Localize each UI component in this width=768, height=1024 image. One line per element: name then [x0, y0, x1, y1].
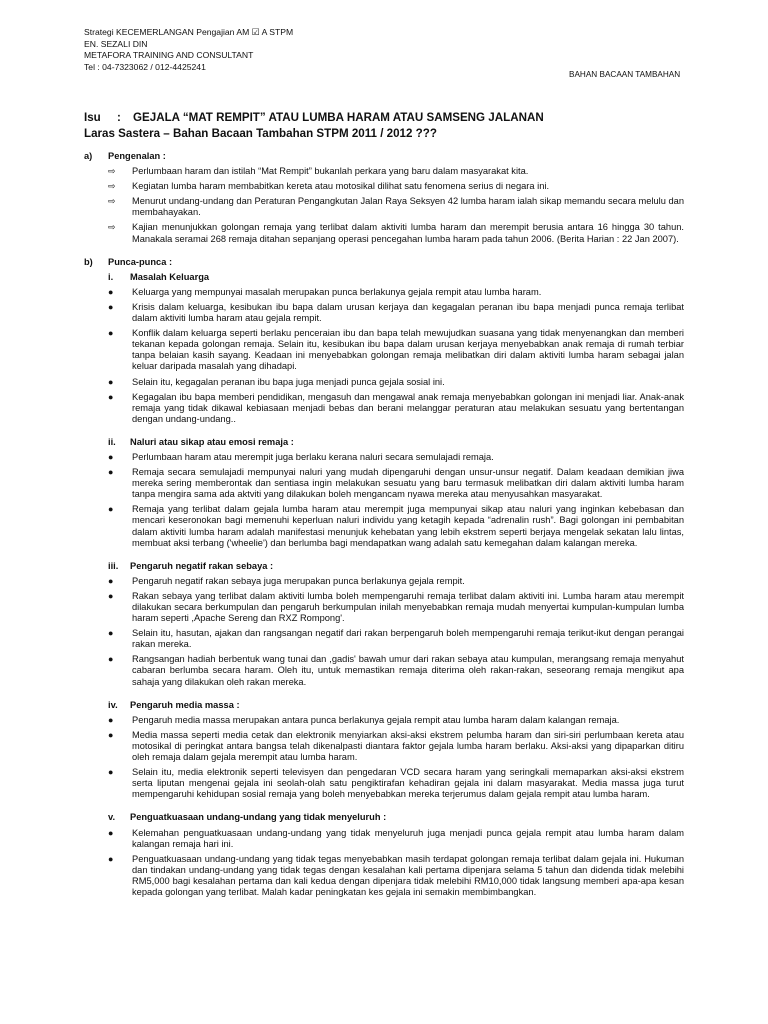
list-item-text: Krisis dalam keluarga, kesibukan ibu bapa dalam urusan kerjaya dan kegagalan peranan ibu bapa menjadi punca remaja terlibat dalam aktiviti lumba haram atau gejala rempit.: [132, 301, 684, 324]
section-title: Pengenalan :: [108, 151, 166, 161]
bullet-icon: ●: [108, 714, 114, 725]
list-item-text: Kegiatan lumba haram membabitkan kereta atau motosikal dilihat satu fenomena serius di negara ini.: [132, 181, 550, 192]
topic-label: Isu: [84, 111, 101, 124]
list-item: [84, 628, 684, 650]
section-a-list: [84, 166, 684, 245]
subsection-marker: iv.: [108, 699, 118, 710]
list-item: [84, 166, 684, 177]
list-item: [84, 287, 684, 298]
subsection-marker: ii.: [108, 436, 116, 447]
section-heading: [84, 257, 684, 268]
list-item: [84, 181, 684, 192]
topic-line: [84, 110, 724, 126]
list-item-text: Rakan sebaya yang terlibat dalam aktiviti lumba boleh mempengaruhi remaja terlibat dalam aktiviti ini. Lumba haram atau merempit dilakukan secara berkumpulan dan pengaruh berkumpulan inilah menyebabkan remaja mudah menyertai kumpulan-kumpulan lumba haram seperti ,Apache Sereng dan RXZ Rompong'.: [132, 590, 684, 624]
list-item-text: Remaja secara semulajadi mempunyai naluri yang mudah dipengaruhi dengan unsur-unsur negatif. Dalam keadaan demikian jiwa mereka sering memberontak dan sentiasa ingin melakukan sesuatu yang baru termasuk melibatkan diri dalam aktiviti lumba haram tanpa mengira sama ada aktviti yang dilakukan boleh mengancam nyawa mereka atau menyusahkan masyarakat.: [132, 467, 684, 500]
list-item: [84, 302, 684, 324]
subsection-iv-list: [84, 715, 684, 801]
bullet-icon: ●: [108, 328, 114, 339]
list-item: [84, 452, 684, 463]
section-marker: a): [84, 151, 93, 161]
topic-heading: [84, 110, 724, 142]
list-item: [84, 730, 684, 763]
list-item: [84, 576, 684, 587]
list-item-text: Rangsangan hadiah berbentuk wang tunai dan ,gadis' bawah umur dari rakan sebaya atau kumpulan, merangsang remaja menyahut cabaran berlumba secara haram. Oleh itu, untuk memastikan remaja diterima oleh rakan-rakan, seseorang remaja mengikut apa sahaja yang dilakukan oleh rakan mereka.: [132, 654, 684, 687]
subsection-title: Pengaruh negatif rakan sebaya :: [130, 560, 274, 571]
list-item-text: Perlumbaan haram dan istilah “Mat Rempit” bukanlah perkara yang baru dalam masyarakat kita.: [132, 166, 529, 177]
bullet-icon: ●: [108, 827, 114, 838]
list-item: [84, 654, 684, 687]
bullet-icon: ●: [108, 391, 114, 402]
subsection-iii-list: [84, 576, 684, 688]
bullet-icon: ●: [108, 301, 114, 312]
subsection-heading: [108, 812, 684, 823]
list-item: [84, 504, 684, 548]
subsection-marker: v.: [108, 812, 116, 823]
list-item: [84, 467, 684, 500]
subsection-heading: [108, 272, 684, 283]
header-stpm-text: A STPM: [261, 27, 294, 37]
header-line-strategy: [84, 27, 293, 39]
list-item: [84, 392, 684, 425]
bullet-icon: ●: [108, 286, 114, 297]
subsection-title: Penguatkuasaan undang-undang yang tidak menyeluruh :: [130, 812, 387, 823]
header-phone: Tel : 04-7323062 / 012-4425241: [84, 61, 206, 72]
bullet-icon: ●: [108, 628, 114, 639]
list-item: [84, 222, 684, 244]
list-item: [84, 328, 684, 372]
bullet-icon: ●: [108, 590, 114, 601]
topic-subtitle: Laras Sastera – Bahan Bacaan Tambahan STPM 2011 / 2012 ???: [84, 127, 437, 140]
arrow-bullet-icon: ⇨: [108, 222, 116, 233]
list-item: [84, 767, 684, 800]
list-item-text: Selain itu, kegagalan peranan ibu bapa juga menjadi punca gejala sosial ini.: [132, 376, 445, 387]
document-body: [84, 151, 684, 902]
subsection-heading: [108, 561, 684, 572]
checkbox-icon: ☑: [251, 27, 260, 37]
bullet-icon: ●: [108, 376, 114, 387]
arrow-bullet-icon: ⇨: [108, 181, 116, 192]
list-item: [84, 377, 684, 388]
subsection-heading: [108, 437, 684, 448]
list-item-text: Perlumbaan haram atau merempit juga berlaku kerana naluri secara semulajadi remaja.: [132, 451, 494, 462]
list-item: [84, 828, 684, 850]
subsection-title: Masalah Keluarga: [130, 271, 210, 282]
section-heading: [84, 151, 684, 162]
bullet-icon: ●: [108, 504, 114, 515]
bullet-icon: ●: [108, 767, 114, 778]
list-item-text: Selain itu, hasutan, ajakan dan rangsangan negatif dari rakan berpengaruh boleh mempengaruhi remaja terikut-ikut dengan perangai rakan mereka.: [132, 628, 684, 650]
list-item-text: Media massa seperti media cetak dan elektronik menyiarkan aksi-aksi ekstrem pelumba haram dan siri-siri perlumbaan kereta atau motosikal di peringkat antara bangsa telah dikenalpasti diantara faktor gejala lumba haram berlaku. Aksi-aksi yang dipaparkan ditiru oleh remaja dalam gejala merempit atau lumba haram.: [132, 729, 684, 763]
list-item-text: Remaja yang terlibat dalam gejala lumba haram atau merempit juga mempunyai sikap atau naluri yang inginkan kebebasan dan mencari keseronokan bagi memenuhi keperluan naluri individu yang ketagih kepada “adrenalin rush”. Bagi golongan ini pembabitan dalam aktiviti lumba haram adalah manifestasi menunjuk kehebatan yang lebih ekstrem seperti berjaya mengelak sekatan lalu lintas, membuat aksi terbang ('wheelie') dan berlumba bagi mendapatkan wang adalah satu kemegahan dalam kalangan mereka.: [132, 504, 684, 548]
subsection-heading: [108, 700, 684, 711]
list-item-text: Pengaruh media massa merupakan antara punca berlakunya gejala rempit atau lumba haram dalam kalangan remaja.: [132, 714, 620, 725]
list-item-text: Penguatkuasaan undang-undang yang tidak tegas menyebabkan masih terdapat golongan remaja terlibat dalam gejala ini. Hukuman dan tindakan undang-undang yang tidak tegas dengan kesalahan kali pertama dipenjara selama 5 tahun dan didenda tidak melebihi RM5,000 bagi kesalahan pertama dan kali kedua dengan dipenjara tidak melebihi RM10,000 tidak langsung memberi apa-apa kesan kepada golongan yang terlibat. Malah kadar peningkatan kes gejala ini semakin membimbangkan.: [132, 853, 684, 897]
subsection-i-list: [84, 287, 684, 425]
author-header: [84, 27, 293, 73]
subsection-v-list: [84, 828, 684, 899]
list-item-text: Kelemahan penguatkuasaan undang-undang yang tidak menyeluruh juga menjadi punca gejala rempit atau lumba haram dalam kalangan remaja hari ini.: [132, 827, 684, 849]
header-company: METAFORA TRAINING AND CONSULTANT: [84, 50, 254, 61]
list-item: [84, 715, 684, 726]
list-item-text: Kajian menunjukkan golongan remaja yang terlibat dalam aktiviti lumba haram dan merempit berusia antara 16 hingga 30 tahun. Manakala seramai 268 remaja ditahan sepanjang operasi pencegahan lumba haram pada tahun 2006. (Berita Harian : 22 Jan 2007).: [132, 222, 684, 244]
subsection-title: Pengaruh media massa :: [130, 699, 240, 710]
header-strategy-text: Strategi KECEMERLANGAN Pengajian AM: [84, 27, 250, 37]
topic-title: GEJALA “MAT REMPIT” ATAU LUMBA HARAM ATAU SAMSENG JALANAN: [133, 111, 544, 124]
section-title: Punca-punca :: [108, 256, 173, 267]
header-right-label: BAHAN BACAAN TAMBAHAN: [569, 70, 681, 79]
topic-separator: :: [117, 111, 121, 124]
arrow-bullet-icon: ⇨: [108, 196, 116, 207]
bullet-icon: ●: [108, 467, 114, 478]
subsection-marker: i.: [108, 271, 114, 282]
list-item: [84, 854, 684, 898]
section-marker: b): [84, 256, 93, 267]
bullet-icon: ●: [108, 451, 114, 462]
list-item-text: Pengaruh negatif rakan sebaya juga merupakan punca berlakunya gejala rempit.: [132, 575, 465, 586]
subsection-title: Naluri atau sikap atau emosi remaja :: [130, 436, 294, 447]
header-author: EN. SEZALI DIN: [84, 38, 148, 49]
subsection-marker: iii.: [108, 560, 119, 571]
list-item: [84, 196, 684, 218]
bullet-icon: ●: [108, 654, 114, 665]
list-item-text: Konflik dalam keluarga seperti berlaku penceraian ibu dan bapa telah mewujudkan suasana yang tidak menyenangkan dan memberi tekanan kepada golongan remaja. Selain itu, kesibukan ibu bapa dalam urusan kerjaya menyebabkan anak remaja di rumah terbiar tanpa belaian kasih sayang. Keadaan ini menyebabkan golongan remaja melibatkan diri dalam aktiviti lumba haram sebagai jalan keluar daripada masalah yang dihadapi.: [132, 328, 684, 372]
list-item-text: Menurut undang-undang dan Peraturan Pengangkutan Jalan Raya Seksyen 42 lumba haram ialah sikap memandu secara melulu dan membahayakan.: [132, 196, 684, 218]
list-item-text: Kegagalan ibu bapa memberi pendidikan, mengasuh dan mengawal anak remaja menyebabkan golongan ini menjadi liar. Anak-anak remaja yang tidak dikawal kebiasaan menjadi bebas dan berani melanggar peraturan atau melakukan sesuatu yang bertentangan dengan undang-undang..: [132, 391, 684, 424]
list-item: [84, 591, 684, 624]
list-item-text: Keluarga yang mempunyai masalah merupakan punca berlakunya gejala rempit atau lumba haram.: [132, 286, 542, 297]
bullet-icon: ●: [108, 853, 114, 864]
bullet-icon: ●: [108, 729, 114, 740]
arrow-bullet-icon: ⇨: [108, 166, 116, 177]
list-item-text: Selain itu, media elektronik seperti televisyen dan pengedaran VCD secara haram yang seringkali memaparkan aksi-aksi ekstrem serta liputan mengenai gejala ini seolah-olah satu pengiktirafan kehadiran gejala ini dalam masyarakat. Media massa juga turut mempengaruhi kehidupan sosial remaja yang boleh menyebabkan mereka terjerumus dalam gejala rempit atau lumba haram.: [132, 767, 684, 800]
bullet-icon: ●: [108, 575, 114, 586]
subsection-ii-list: [84, 452, 684, 549]
